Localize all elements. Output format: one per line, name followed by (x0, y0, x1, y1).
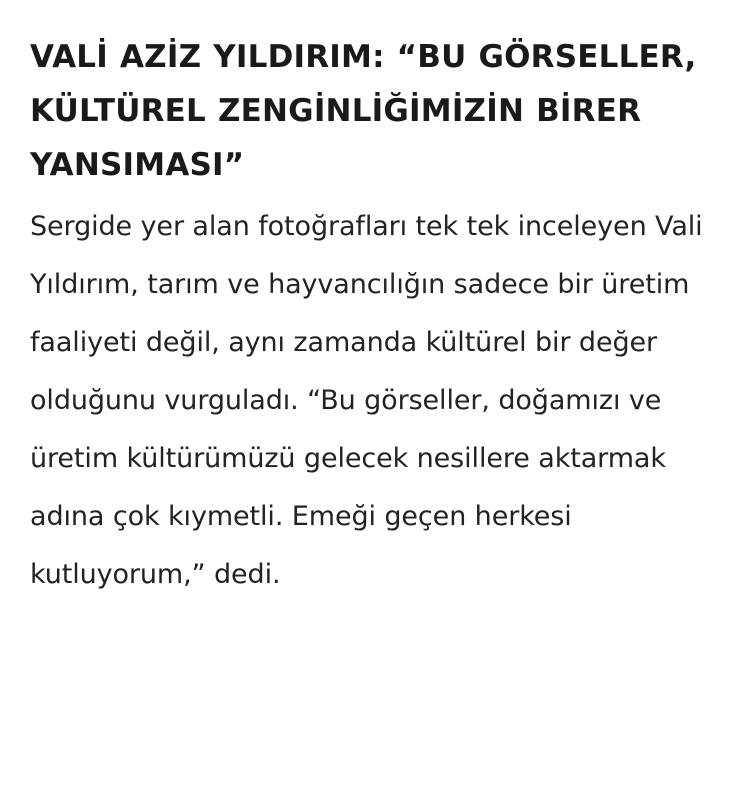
article-headline: VALİ AZİZ YILDIRIM: “BU GÖRSELLER, KÜLTÜREL ZENGİNLİĞİMİZİN BİRER YANSIMASI” (30, 39, 697, 183)
article-body-paragraph: Sergide yer alan fotoğrafları tek tek inceleyen Vali Yıldırım, tarım ve hayvancılığın sadece bir üretim faaliyeti değil, aynı zamanda kültürel bir değer olduğunu vurguladı. “Bu görseller, doğamızı ve üretim kültürümüzü gelecek nesillere aktarmak adına çok kıymetli. Emeği geçen herkesi kutluyorum,” dedi. (30, 211, 703, 590)
